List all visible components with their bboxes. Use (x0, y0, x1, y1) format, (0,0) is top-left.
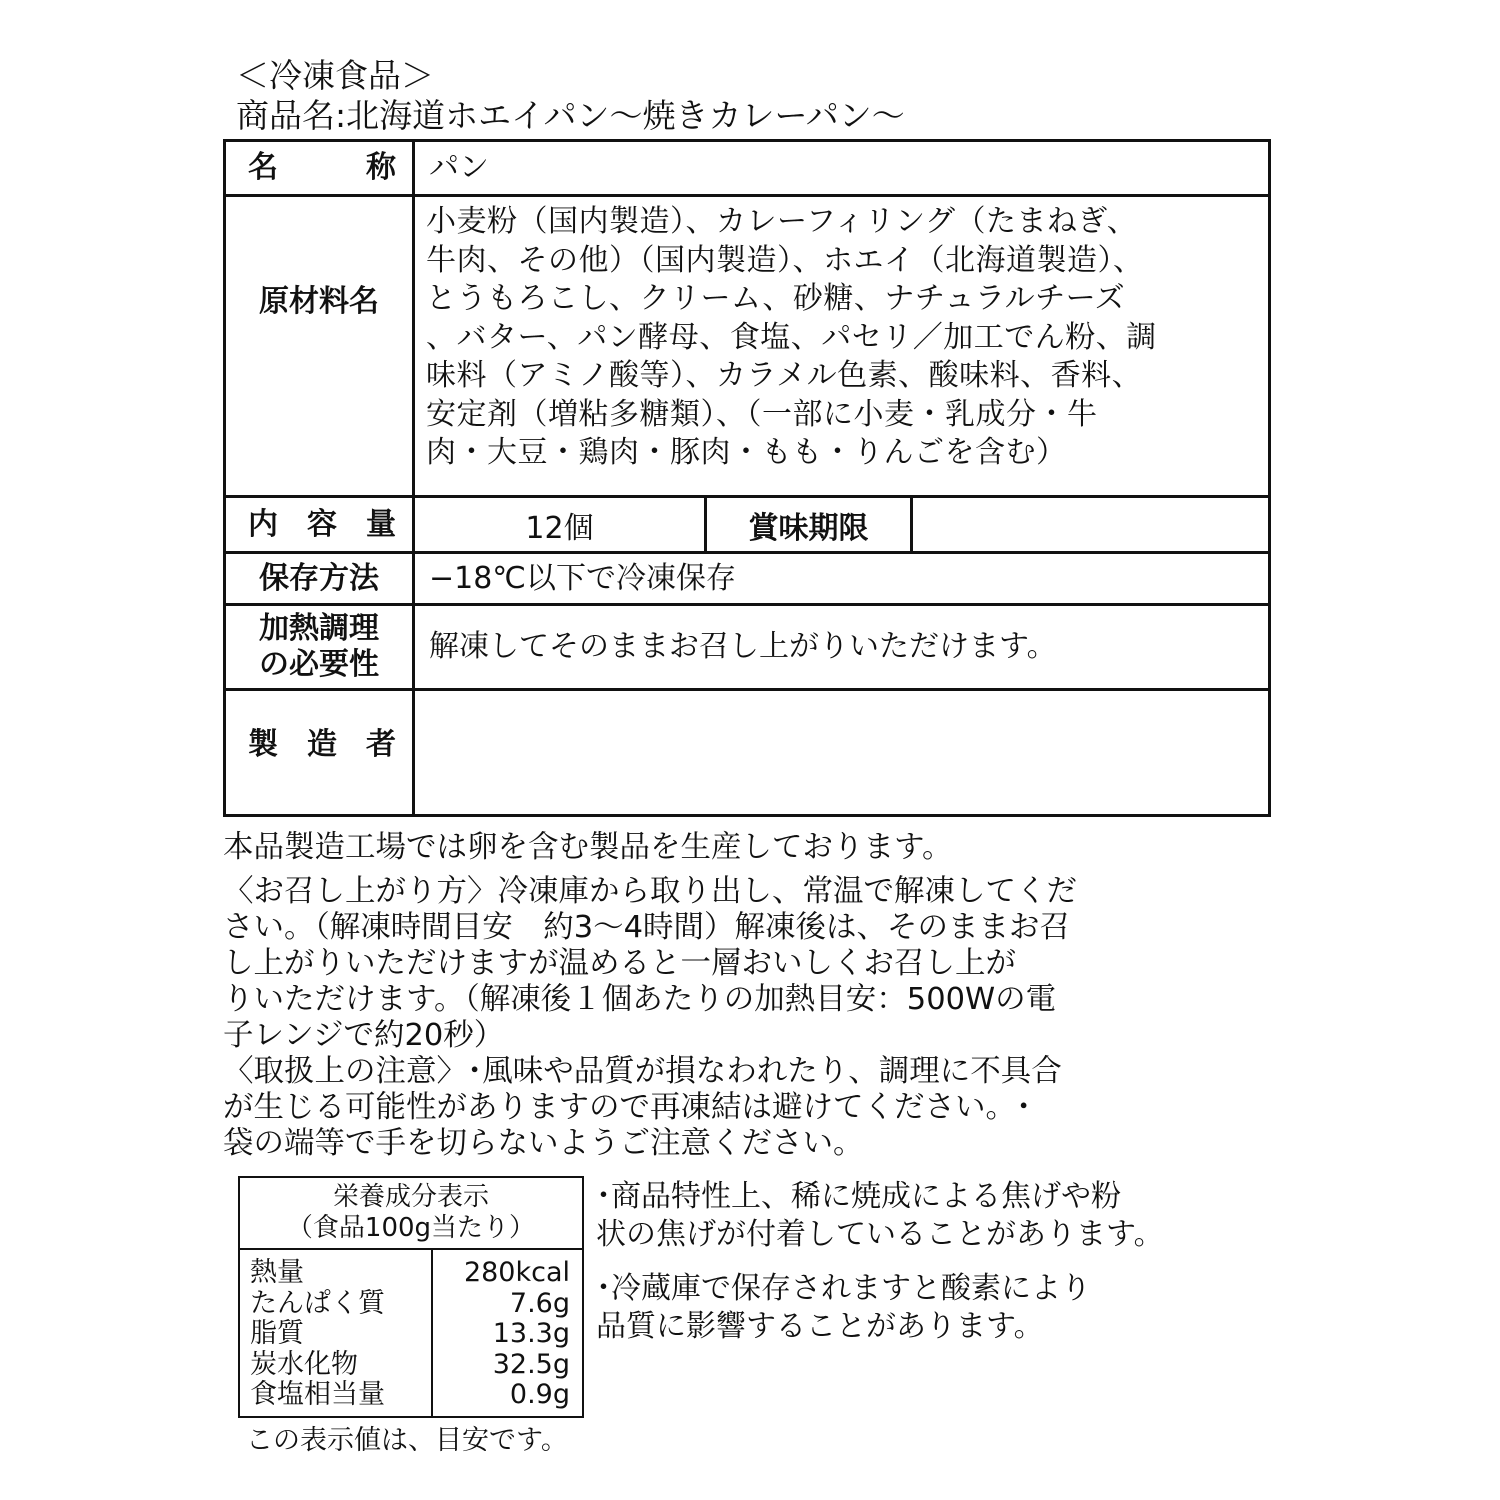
nutrient-value: 0.9g (509, 1379, 570, 1410)
nutrient-value: 13.3g (492, 1318, 570, 1349)
cooking-label (226, 606, 415, 688)
caution-line: が生じる可能性がありますので再凍結は避けてください。･ (223, 1090, 1032, 1125)
row-cooking-requirement (226, 606, 1268, 691)
category-heading: ＜冷凍食品＞ (236, 56, 434, 95)
ingredients-line: 肉・大豆・鶏肉・豚肉・もも・りんごを含む） (426, 435, 1067, 470)
nutrition-basis: （食品100g当たり） (286, 1213, 536, 1243)
nutrition-names (240, 1250, 433, 1416)
ingredients-line: 牛肉、その他）（国内製造）、ホエイ（北海道製造）、 (426, 242, 1144, 278)
row-ingredients (226, 197, 1268, 498)
nutrition-footnote: この表示値は、目安です。 (246, 1425, 568, 1456)
best-before-value (913, 498, 1268, 551)
name-label-char: 名 (248, 150, 278, 185)
howto-line: 子レンジで約20秒） (223, 1018, 505, 1053)
nutrient-value: 280kcal (463, 1257, 570, 1288)
nutrition-title (240, 1178, 582, 1250)
nutrient-name: 脂質 (250, 1318, 304, 1349)
ingredients-line: 味料（アミノ酸等）、カラメル色素、酸味料、香料、 (426, 358, 1143, 393)
manufacturer-label (226, 691, 415, 814)
allergen-note: 本品製造工場では卵を含む製品を生産しております。 (223, 830, 953, 865)
ingredients-line: 、バター、パン酵母、食塩、パセリ／加工でん粉、調 (426, 319, 1157, 355)
manufacturer-label-char: 者 (366, 727, 396, 762)
best-before-label: 賞味期限 (707, 498, 913, 551)
name-value: パン (429, 150, 489, 185)
cooking-label-line: 加熱調理 (259, 611, 379, 646)
contents-label-char: 内 (248, 506, 278, 542)
row-manufacturer (226, 691, 1268, 814)
nutrient-value: 32.5g (492, 1348, 570, 1380)
name-label (226, 142, 415, 194)
contents-label-char: 量 (366, 506, 396, 542)
side-note-line: 状の焦げが付着していることがあります。 (596, 1217, 1164, 1252)
manufacturer-label-char: 造 (307, 727, 337, 762)
row-name (226, 142, 1268, 197)
nutrient-name: 食塩相当量 (250, 1379, 385, 1410)
ingredients-line: 安定剤（増粘多糖類）、（一部に小麦・乳成分・牛 (426, 396, 1098, 432)
row-storage (226, 554, 1268, 606)
manufacturer-label-char: 製 (248, 727, 278, 762)
nutrient-name: 炭水化物 (250, 1348, 358, 1380)
howto-line: さい。（解凍時間目安 約3〜4時間）解凍後は、そのままお召 (223, 910, 1071, 945)
ingredients-label: 原材料名 (226, 197, 415, 495)
howto-line: 〈お召し上がり方〉冷凍庫から取り出し、常温で解凍してくだ (223, 874, 1077, 909)
nutrition-table (238, 1176, 584, 1418)
howto-line: りいただけます。（解凍後１個あたりの加熱目安：500Wの電 (223, 982, 1057, 1017)
contents-label-char: 容 (307, 506, 337, 542)
row-contents (226, 498, 1268, 554)
caution-line: 〈取扱上の注意〉･風味や品質が損なわれたり、調理に不具合 (223, 1054, 1062, 1089)
side-note-line: ･冷蔵庫で保存されますと酸素により (596, 1271, 1091, 1306)
nutrition-values (433, 1250, 582, 1416)
cooking-label-line: の必要性 (259, 647, 379, 682)
nutrition-title-line: 栄養成分表示 (332, 1182, 489, 1212)
product-label-table (223, 139, 1271, 817)
contents-value: 12個 (415, 498, 707, 551)
contents-label (226, 498, 415, 551)
product-name: 商品名:北海道ホエイパン〜焼きカレーパン〜 (236, 96, 905, 135)
caution-line: 袋の端等で手を切らないようご注意ください。 (223, 1126, 864, 1161)
notes-section (223, 830, 1077, 1162)
ingredients-line: とうもろこし、クリーム、砂糖、ナチュラルチーズ (426, 281, 1126, 316)
howto-line: し上がりいただけますが温めると一層おいしくお召し上が (223, 946, 1016, 981)
cooking-value: 解凍してそのままお召し上がりいただけます。 (429, 629, 1057, 664)
storage-value: −18℃以下で冷凍保存 (429, 560, 737, 596)
nutrient-name: たんぱく質 (250, 1287, 385, 1319)
nutrient-name: 熱量 (250, 1257, 304, 1288)
side-notes (596, 1178, 1164, 1346)
side-note-line: ･商品特性上、稀に焼成による焦げや粉 (596, 1179, 1121, 1214)
storage-label: 保存方法 (226, 554, 415, 603)
manufacturer-value (415, 691, 1268, 814)
ingredients-value (426, 203, 1258, 473)
ingredients-line: 小麦粉（国内製造）、カレーフィリング（たまねぎ、 (426, 204, 1138, 239)
nutrient-value: 7.6g (509, 1287, 570, 1319)
side-note-line: 品質に影響することがあります。 (596, 1309, 1044, 1344)
name-label-char: 称 (366, 150, 396, 185)
